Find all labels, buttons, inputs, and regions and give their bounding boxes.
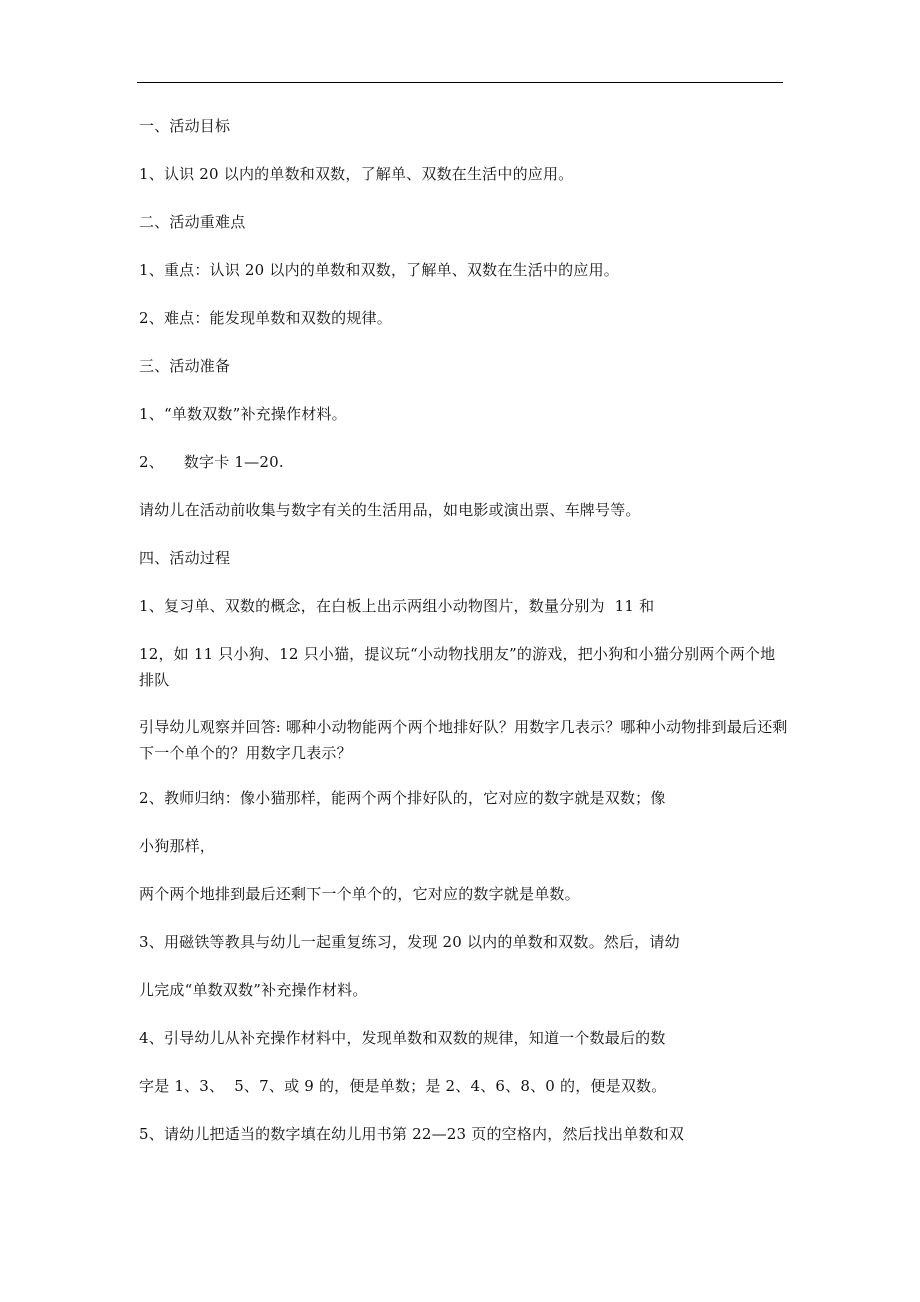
process-item-5-line-1: 5、请幼儿把适当的数字填在幼儿用书第 22—23 页的空格内，然后找出单数和双 xyxy=(139,1125,685,1143)
key-point-item-2: 2、难点：能发现单数和双数的规律。 xyxy=(139,309,392,327)
preparation-note: 请幼儿在活动前收集与数字有关的生活用品，如电影或演出票、车牌号等。 xyxy=(139,501,641,519)
process-item-4-line-1: 4、引导幼儿从补充操作材料中，发现单数和双数的规律，知道一个数最后的数 xyxy=(139,1029,666,1047)
process-item-4-line-2: 字是 1、3、 5、7、或 9 的，便是单数；是 2、4、6、8、0 的，便是双数。 xyxy=(139,1077,667,1095)
process-item-3-line-1: 3、用磁铁等教具与幼儿一起重复练习，发现 20 以内的单数和双数。然后，请幼 xyxy=(139,933,680,951)
section-heading-key-points: 二、活动重难点 xyxy=(139,213,246,231)
process-item-1-line-2: 12，如 11 只小狗、12 只小猫，提议玩“小动物找朋友”的游戏，把小狗和小猫分别两个两个地排队 xyxy=(139,645,776,689)
goal-item-1: 1、认识 20 以内的单数和双数，了解单、双数在生活中的应用。 xyxy=(139,165,574,183)
key-point-item-1: 1、重点：认识 20 以内的单数和双数，了解单、双数在生活中的应用。 xyxy=(139,261,619,279)
process-item-2-line-2: 小狗那样， xyxy=(139,837,216,855)
process-item-1-question: 引导幼儿观察并回答: 哪种小动物能两个两个地排好队？用数字几表示？哪种小动物排到最后还剩下一个单个的？用数字几表示？ xyxy=(139,718,788,762)
preparation-item-2: 2、 数字卡 1—20. xyxy=(139,453,284,471)
section-heading-preparation: 三、活动准备 xyxy=(139,357,231,375)
header-rule xyxy=(137,82,783,83)
preparation-item-1: 1、“单数双数”补充操作材料。 xyxy=(139,405,347,423)
section-heading-goals: 一、活动目标 xyxy=(139,117,231,135)
process-item-2-line-3: 两个两个地排到最后还剩下一个单个的，它对应的数字就是单数。 xyxy=(139,885,580,903)
process-item-1-line-1: 1、复习单、双数的概念，在白板上出示两组小动物图片，数量分别为 11 和 xyxy=(139,597,655,615)
process-item-3-line-2: 儿完成“单数双数”补充操作材料。 xyxy=(139,981,368,999)
section-heading-process: 四、活动过程 xyxy=(139,549,231,567)
process-item-2-line-1: 2、教师归纳：像小猫那样，能两个两个排好队的，它对应的数字就是双数；像 xyxy=(139,789,666,807)
